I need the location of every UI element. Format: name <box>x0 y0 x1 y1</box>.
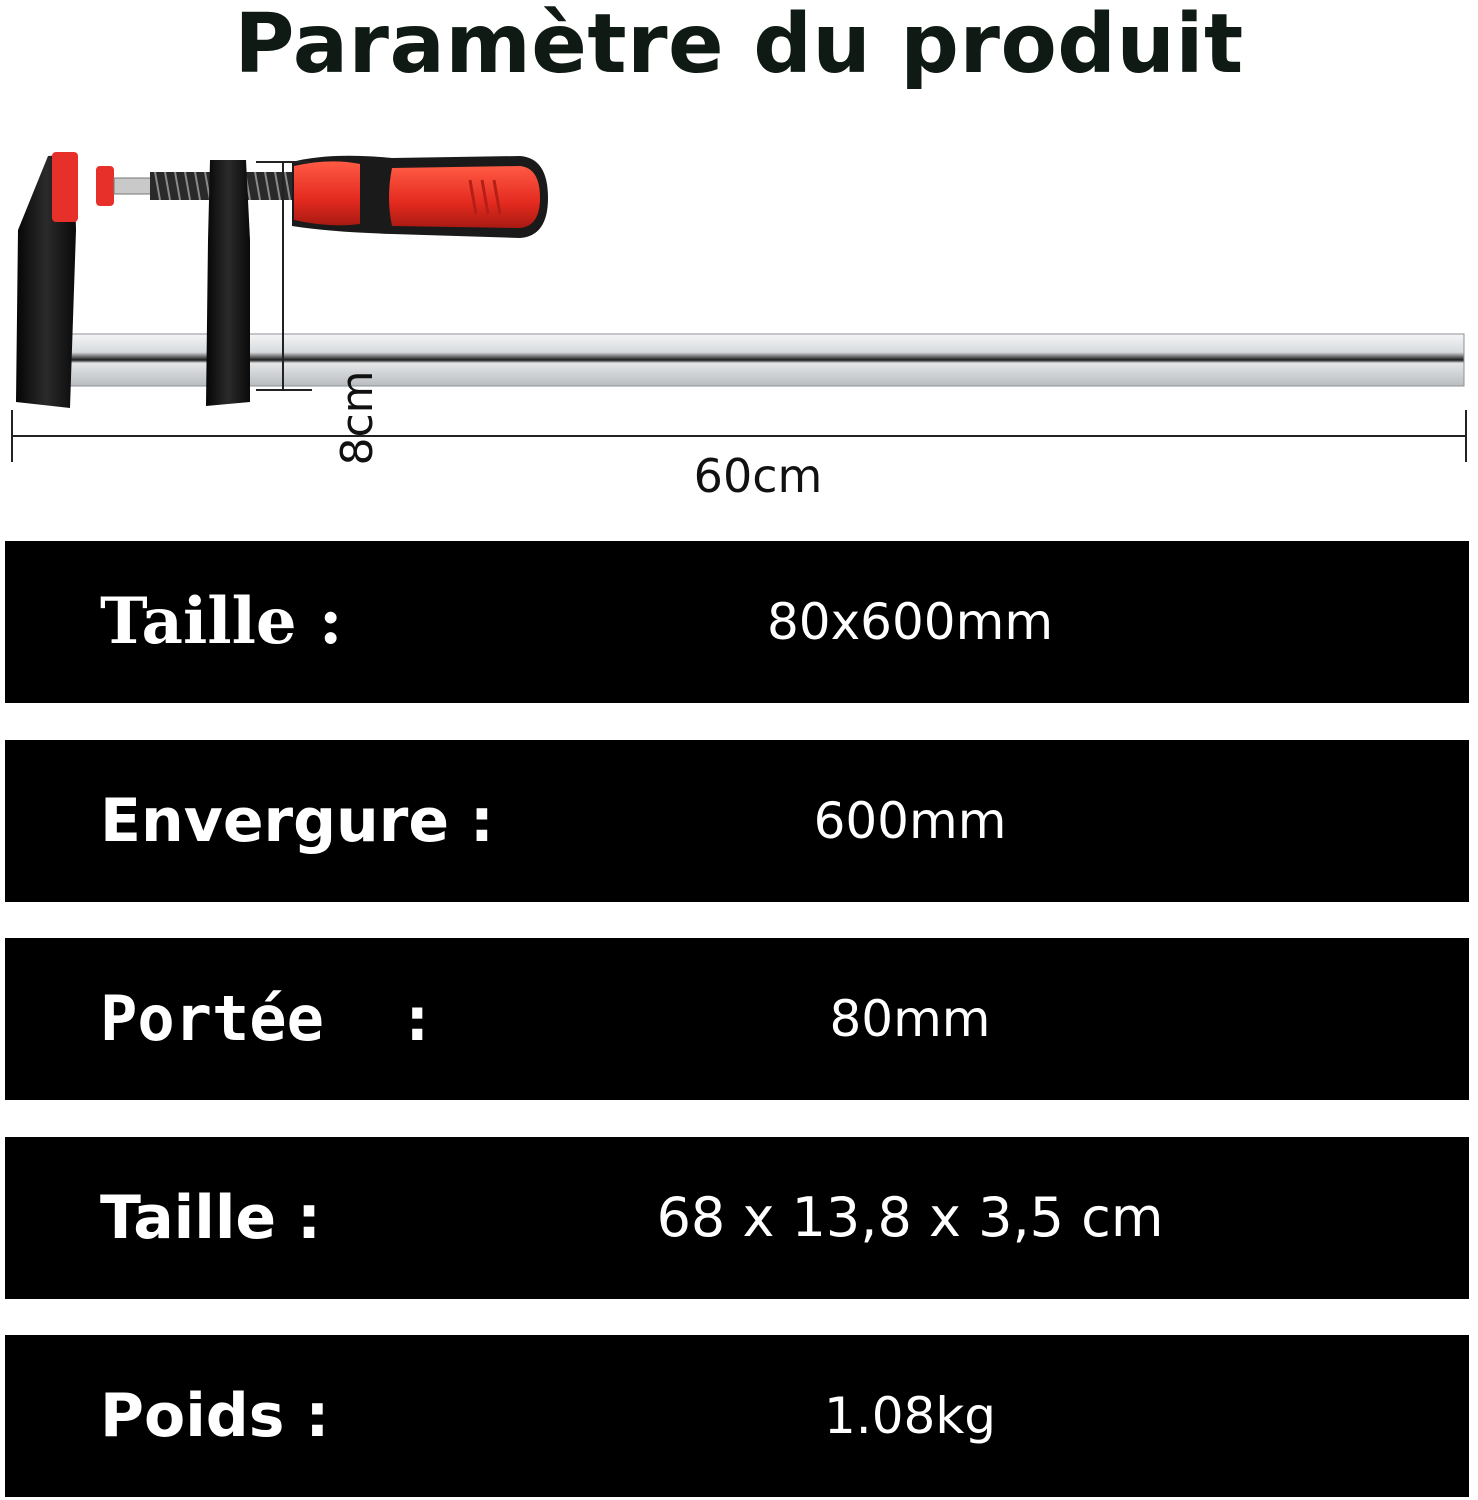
handle <box>292 156 548 238</box>
spec-row-weight <box>5 1335 1469 1497</box>
spec-row-reach <box>5 938 1469 1100</box>
spec-row-dimensions <box>5 1137 1469 1299</box>
spec-value: 80mm <box>829 990 991 1048</box>
spec-value: 600mm <box>813 792 1007 850</box>
clamp-bar <box>40 334 1464 386</box>
spec-label: Taille : <box>100 1183 321 1253</box>
height-dimension-label: 8cm <box>332 370 383 466</box>
spec-row-span <box>5 740 1469 902</box>
spec-label: Envergure : <box>100 786 494 856</box>
fixed-jaw-pad <box>52 152 78 222</box>
length-dimension-label: 60cm <box>693 449 823 503</box>
spec-label: Poids : <box>100 1381 330 1451</box>
swivel-pad <box>96 166 114 206</box>
spec-row-size <box>5 541 1469 703</box>
spec-label: Taille : <box>100 584 343 659</box>
sliding-arm <box>206 160 250 406</box>
page-title: Paramètre du produit <box>234 0 1244 92</box>
spec-label: Portée : <box>100 982 436 1055</box>
spec-value: 1.08kg <box>823 1387 997 1445</box>
spec-value: 80x600mm <box>766 593 1054 651</box>
spec-value: 68 x 13,8 x 3,5 cm <box>656 1186 1164 1249</box>
